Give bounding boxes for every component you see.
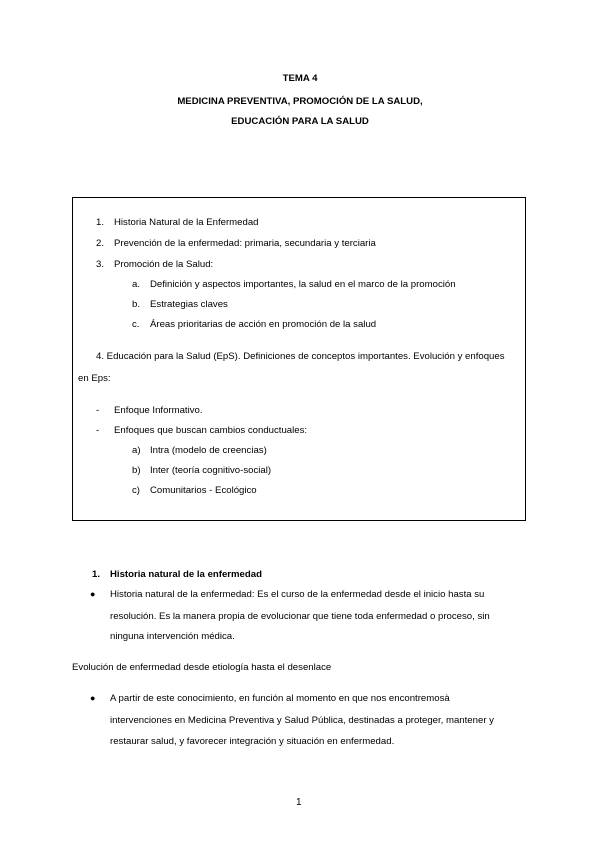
approach-behavioral: Enfoques que buscan cambios conductuales:	[114, 425, 308, 436]
index-subitem-letter-b: b.	[132, 299, 141, 310]
paragraph-2-line-3: restaurar salud, y favorecer integración y situación en enfermedad.	[110, 736, 395, 747]
paragraph-1-line-3: ninguna intervención médica.	[110, 631, 235, 642]
approach-informative: Enfoque Informativo.	[114, 405, 203, 416]
index-subitem-b: Estrategias claves	[150, 299, 228, 310]
index-num-1: 1.	[96, 217, 105, 228]
approach-inter: Inter (teoría cognitivo-social)	[150, 465, 272, 476]
paragraph-1-line-1: Historia natural de la enfermedad: Es el curso de la enfermedad desde el inicio hasta su	[110, 589, 485, 600]
paragraph-2-line-1: A partir de este conocimiento, en función al momento en que nos encontremosà	[110, 693, 450, 704]
index-num-3: 3.	[96, 259, 105, 270]
approach-intra: Intra (modelo de creencias)	[150, 445, 267, 456]
approach-letter-b: b)	[132, 465, 141, 476]
page-number: 1	[296, 797, 302, 808]
approach-letter-c: c)	[132, 485, 140, 496]
bullet-icon: ●	[90, 589, 96, 599]
index-subitem-a: Definición y aspectos importantes, la salud en el marco de la promoción	[150, 279, 456, 290]
index-subitem-letter-a: a.	[132, 279, 141, 290]
approach-community: Comunitarios - Ecológico	[150, 485, 257, 496]
evolution-line: Evolución de enfermedad desde etiología hasta el desenlace	[72, 662, 332, 673]
paragraph-1-line-2: resolución. Es la manera propia de evolucionar que tiene toda enfermedad o proceso, sin	[110, 611, 490, 622]
index-item-4-line-1: 4. Educación para la Salud (EpS). Definiciones de conceptos importantes. Evolución y enfoques	[96, 351, 505, 362]
index-item-1: Historia Natural de la Enfermedad	[114, 217, 259, 228]
section-1-heading: Historia natural de la enfermedad	[110, 569, 262, 580]
index-item-3: Promoción de la Salud:	[114, 259, 214, 270]
paragraph-2-line-2: intervenciones en Medicina Preventiva y Salud Pública, destinadas a proteger, mantener y	[110, 715, 494, 726]
dash-mark-2: -	[96, 425, 100, 436]
dash-mark-1: -	[96, 405, 100, 416]
index-subitem-c: Áreas prioritarias de acción en promoción de la salud	[150, 319, 377, 330]
title-line-1: MEDICINA PREVENTIVA, PROMOCIÓN DE LA SALUD,	[177, 96, 423, 107]
index-subitem-letter-c: c.	[132, 319, 140, 330]
section-1-number: 1.	[92, 569, 101, 580]
index-item-2: Prevención de la enfermedad: primaria, secundaria y terciaria	[114, 238, 376, 249]
index-item-4-line-2: en Eps:	[78, 373, 111, 384]
bullet-icon: ●	[90, 693, 96, 703]
index-num-2: 2.	[96, 238, 105, 249]
topic-number: TEMA 4	[282, 73, 318, 84]
title-line-2: EDUCACIÓN PARA LA SALUD	[231, 116, 369, 127]
approach-letter-a: a)	[132, 445, 141, 456]
